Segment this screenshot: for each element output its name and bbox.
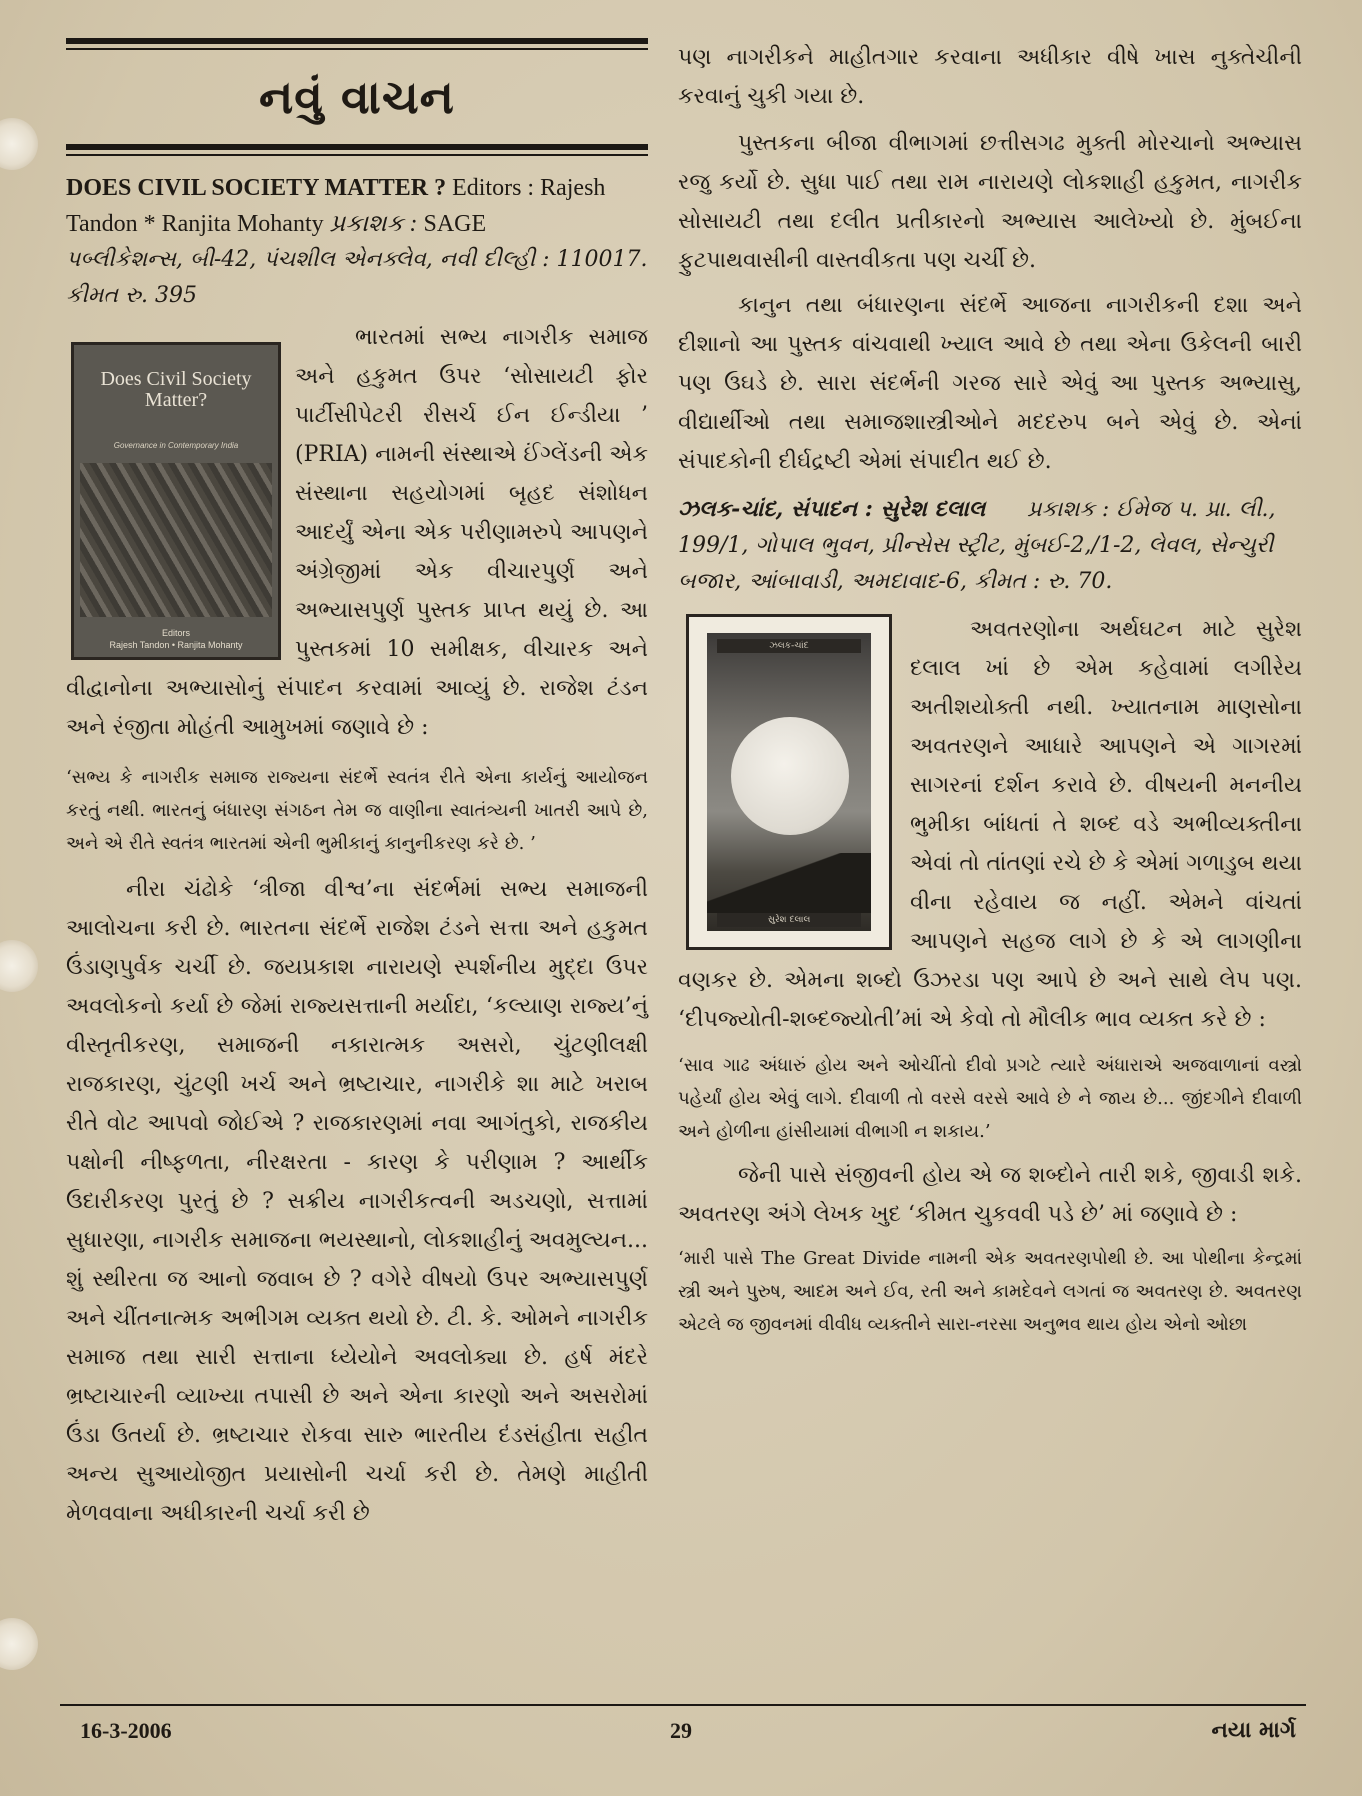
book2-header (678, 491, 1302, 600)
heading-rule (66, 144, 648, 150)
book2-cover-art (707, 633, 871, 931)
right-column (678, 38, 1302, 1341)
book1-review-p5: કાનુન તથા બંધારણના સંદર્ભે આજના નાગરીકની દશા અને દીશાનો આ પુસ્તક વાંચવાથી ખ્યાલ આવે છે તથા એના ઉકેલની બારી પણ ઉઘડે છે. સારા સંદર્ભની ગરજ સારે એવું આ પુસ્તક અભ્યાસુ, વીદ્યાર્થીઓ તથા સમાજશાસ્ત્રીઓને મદદરુપ બને એવું છે. એનાં સંપાદકોની દીર્ઘદ્રષ્ટી એમાં સંપાદીત થઈ છે. (678, 293, 1302, 474)
top-rule-thin (66, 48, 648, 50)
book1-review-p3: પણ નાગરીકને માહીતગાર કરવાના અધીકાર વીષે ખાસ નુક્તેચીની કરવાનું ચુકી ગયા છે. (678, 45, 1302, 109)
binding-hole (0, 118, 38, 170)
book2-cover-image (686, 614, 892, 950)
book1-title: DOES CIVIL SOCIETY MATTER ? (66, 175, 447, 201)
book1-cover-editors-names: Rajesh Tandon • Ranjita Mohanty (109, 640, 243, 650)
book1-cover-image (71, 342, 281, 660)
top-rule (66, 38, 648, 44)
book1-biblio: પબ્લીકેશન્સ, બી-42, પંચશીલ એનક્લેવ, નવી દીલ્હી : 110017. કીમત રુ. 395 (66, 247, 648, 308)
heading-rule-thin (66, 154, 648, 156)
footer-date: 16-3-2006 (80, 1718, 172, 1743)
book2-review-p2: જેની પાસે સંજીવની હોય એ જ શબ્દોને તારી શકે, જીવાડી શકે. અવતરણ અંગે લેખક ખુદ ‘કીમત ચુકવવી પડે છે’ માં જણાવે છે : (678, 1163, 1302, 1227)
book2-review-p1: અવતરણોના અર્થઘટન માટે સુરેશ દલાલ ખાં છે એમ કહેવામાં લગીરેય અતીશયોક્તી નથી. ખ્યાતનામ માણસોના અવતરણને આધારે આપણને એ ગાગરમાં સાગરનાં દર્શન કરાવે છે. વીષયની મનનીય ભુમીકા બાંધતાં તે શબ્દ વડે અભીવ્યક્તીના એવાં તો તાંતણાં રચે છે કે એમાં ગળાડુબ થયા વીના રહેવાય જ નહીં. એમને વાંચતાં આપણને સહજ લાગે છે કે એ લાગણીના વણકર છે. એમના શબ્દો ઉઝરડા પણ આપે છે અને સાથે લેપ પણ. ‘દીપજ્યોતી-શબ્દજ્યોતી’માં એ કેવો તો મૌલીક ભાવ વ્યક્ત કરે છે : (678, 617, 1302, 1032)
book1-cover-editors (74, 627, 278, 651)
moon-illustration (731, 717, 849, 835)
book2-publisher-label: પ્રકાશક : (1027, 497, 1110, 522)
book2-cover-author: સુરેશ દલાલ (717, 913, 861, 927)
book1-cover-title: Does Civil Society Matter? (100, 368, 252, 411)
page-footer (60, 1704, 1306, 1743)
book1-review-p1: ભારતમાં સભ્ય નાગરીક સમાજ અને હકુમત ઉપર ‘સોસાયટી ફોર પાર્ટીસીપેટરી રીસર્ચ ઈન ઈન્ડીયા ’ (PRIA) નામની સંસ્થાએ ઈંગ્લેંડની એક સંસ્થાના સહયોગમાં બૃહદ સંશોધન આદર્યું એના એક પરીણામરુપે આપણને અંગ્રેજીમાં એક વીચારપુર્ણ અને અભ્યાસપુર્ણ પુસ્તક પ્રાપ્ત થયું છે. આ પુસ્તકમાં 10 સમીક્ષક, વીચારક અને વીદ્વાનોના અભ્યાસોનું સંપાદન કરવામાં આવ્યું છે. રાજેશ ટંડન અને રંજીતા મોહંતી આમુખમાં જણાવે છે : (66, 325, 648, 740)
book1-cover-photo (80, 463, 272, 617)
book1-publisher: SAGE (423, 211, 487, 237)
binding-hole (0, 1618, 38, 1670)
book2-quote1: ‘સાવ ગાઢ અંધારું હોય અને ઓચીંતો દીવો પ્રગટે ત્યારે અંધારાએ અજવાળાનાં વસ્ત્રો પહેર્યાં હોય એવું લાગે. દીવાળી તો વરસે વરસે આવે છે ને જાય છે... જીંદગીને દીવાળી અને હોળીના હાંસીયામાં વીભાગી ન શકાય.’ (678, 1055, 1302, 1142)
binding-hole (0, 940, 38, 992)
mountain-illustration (707, 853, 871, 913)
book1-quote: ‘સભ્ય કે નાગરીક સમાજ રાજ્યના સંદર્ભે સ્વતંત્ર રીતે એના કાર્યનું આયોજન કરતું નથી. ભારતનું બંધારણ સંગઠન તેમ જ વાણીના સ્વાતંત્ર્યની ખાતરી આપે છે, અને એ રીતે સ્વતંત્ર ભારતમાં એની ભુમીકાનું કાનુનીકરણ કરે છે. ’ (66, 767, 648, 854)
book2-title: ઝલક-ચાંદ, સંપાદન : સુરેશ દલાલ (678, 496, 986, 522)
book1-editors-label: Editors : (452, 175, 535, 201)
book1-editors: Rajesh Tandon * Ranjita Mohanty (66, 175, 606, 237)
book2-biblio: ઈમેજ પ. પ્રા. લી., 199/1, ગોપાલ ભુવન, પ્રીન્સેસ સ્ટ્રીટ, મુંબઈ-2,/1-2, લેવલ, સેન્ચુરી બજાર, આંબાવાડી, અમદાવાદ-6, કીમત : રુ. 70. (678, 497, 1276, 594)
left-column (66, 38, 648, 1533)
book2-quote2: ‘મારી પાસે The Great Divide નામની એક અવતરણપોથી છે. આ પોથીના કેન્દ્રમાં સ્ત્રી અને પુરુષ, આદમ અને ઈવ, રતી અને કામદેવને લગતાં જ અવતરણ છે. અવતરણ એટલે જ જીવનમાં વીવીધ વ્યક્તીને સારા-નરસા અનુભવ થાય હોય એનો ઓછા (678, 1248, 1302, 1335)
section-heading: નવું વાચન (259, 70, 455, 124)
book1-publisher-label: પ્રકાશક : (329, 211, 418, 237)
book1-review-p4: પુસ્તકના બીજા વીભાગમાં છત્તીસગઢ મુક્તી મોરચાનો અભ્યાસ રજુ કર્યો છે. સુધા પાઈ તથા રામ નારાયણે લોકશાહી હકુમત, નાગરીક સોસાયટી તથા દલીત પ્રતીકારનો અભ્યાસ આલેખ્યો છે. મુંબઈના ફુટપાથવાસીની વાસ્તવીકતા પણ ચર્ચી છે. (678, 131, 1302, 273)
magazine-name: નયા માર્ગ (1211, 1718, 1296, 1743)
book2-cover-title: ઝલક-ચાંદ (717, 639, 861, 653)
book1-cover-subtitle: Governance in Contemporary India (113, 441, 239, 450)
book1-header (66, 170, 648, 242)
page-number: 29 (670, 1718, 692, 1743)
book1-review-p2: નીરા ચંઢોકે ‘ત્રીજા વીશ્વ’ના સંદર્ભમાં સભ્ય સમાજની આલોચના કરી છે. ભારતના સંદર્ભે રાજેશ ટંડને સત્તા અને હકુમત ઉંડાણપુર્વક ચર્ચી છે. જયપ્રકાશ નારાયણે સ્પર્શનીય મુદ્દા ઉપર અવલોકનો કર્યા છે જેમાં રાજ્યસત્તાની મર્યાદા, ‘કલ્યાણ રાજ્ય’નું વીસ્તૃતીકરણ, સમાજની નકારાત્મક અસરો, ચુંટણીલક્ષી રાજકારણ, ચુંટણી ખર્ચ અને ભ્રષ્ટાચાર, નાગરીકે શા માટે ખરાબ રીતે વોટ આપવો જોઈએ ? રાજકારણમાં નવા આગંતુકો, રાજકીય પક્ષોની નીષ્ફળતા, નીરક્ષરતા - કારણ કે પરીણામ ? આર્થીક ઉદારીકરણ પુરતું છે ? સક્રીય નાગરીકત્વની અડચણો, સત્તામાં સુધારણા, નાગરીક સમાજના ભયસ્થાનો, લોકશાહીનું અવમુલ્યન... શું સ્થીરતા જ આનો જવાબ છે ? વગેરે વીષયો ઉપર અભ્યાસપુર્ણ અને ચીંતનાત્મક અભીગમ વ્યક્ત થયો છે. ટી. કે. ઓમને નાગરીક સમાજ તથા સારી સત્તાના ધ્યેયોને અવલોક્યા છે. હર્ષ મંદરે ભ્રષ્ટાચારની વ્યાખ્યા તપાસી છે અને એના કારણો અને અસરોમાં ઉંડા ઉતર્યા છે. ભ્રષ્ટાચાર રોકવા સારુ ભારતીય દંડસંહીતા સહીત અન્ય સુઆયોજીત પ્રયાસોની ચર્ચા કરી છે. તેમણે માહીતી મેળવવાના અધીકારની ચર્ચા કરી છે (66, 877, 648, 1526)
book1-cover-editors-label: Editors (161, 628, 190, 638)
